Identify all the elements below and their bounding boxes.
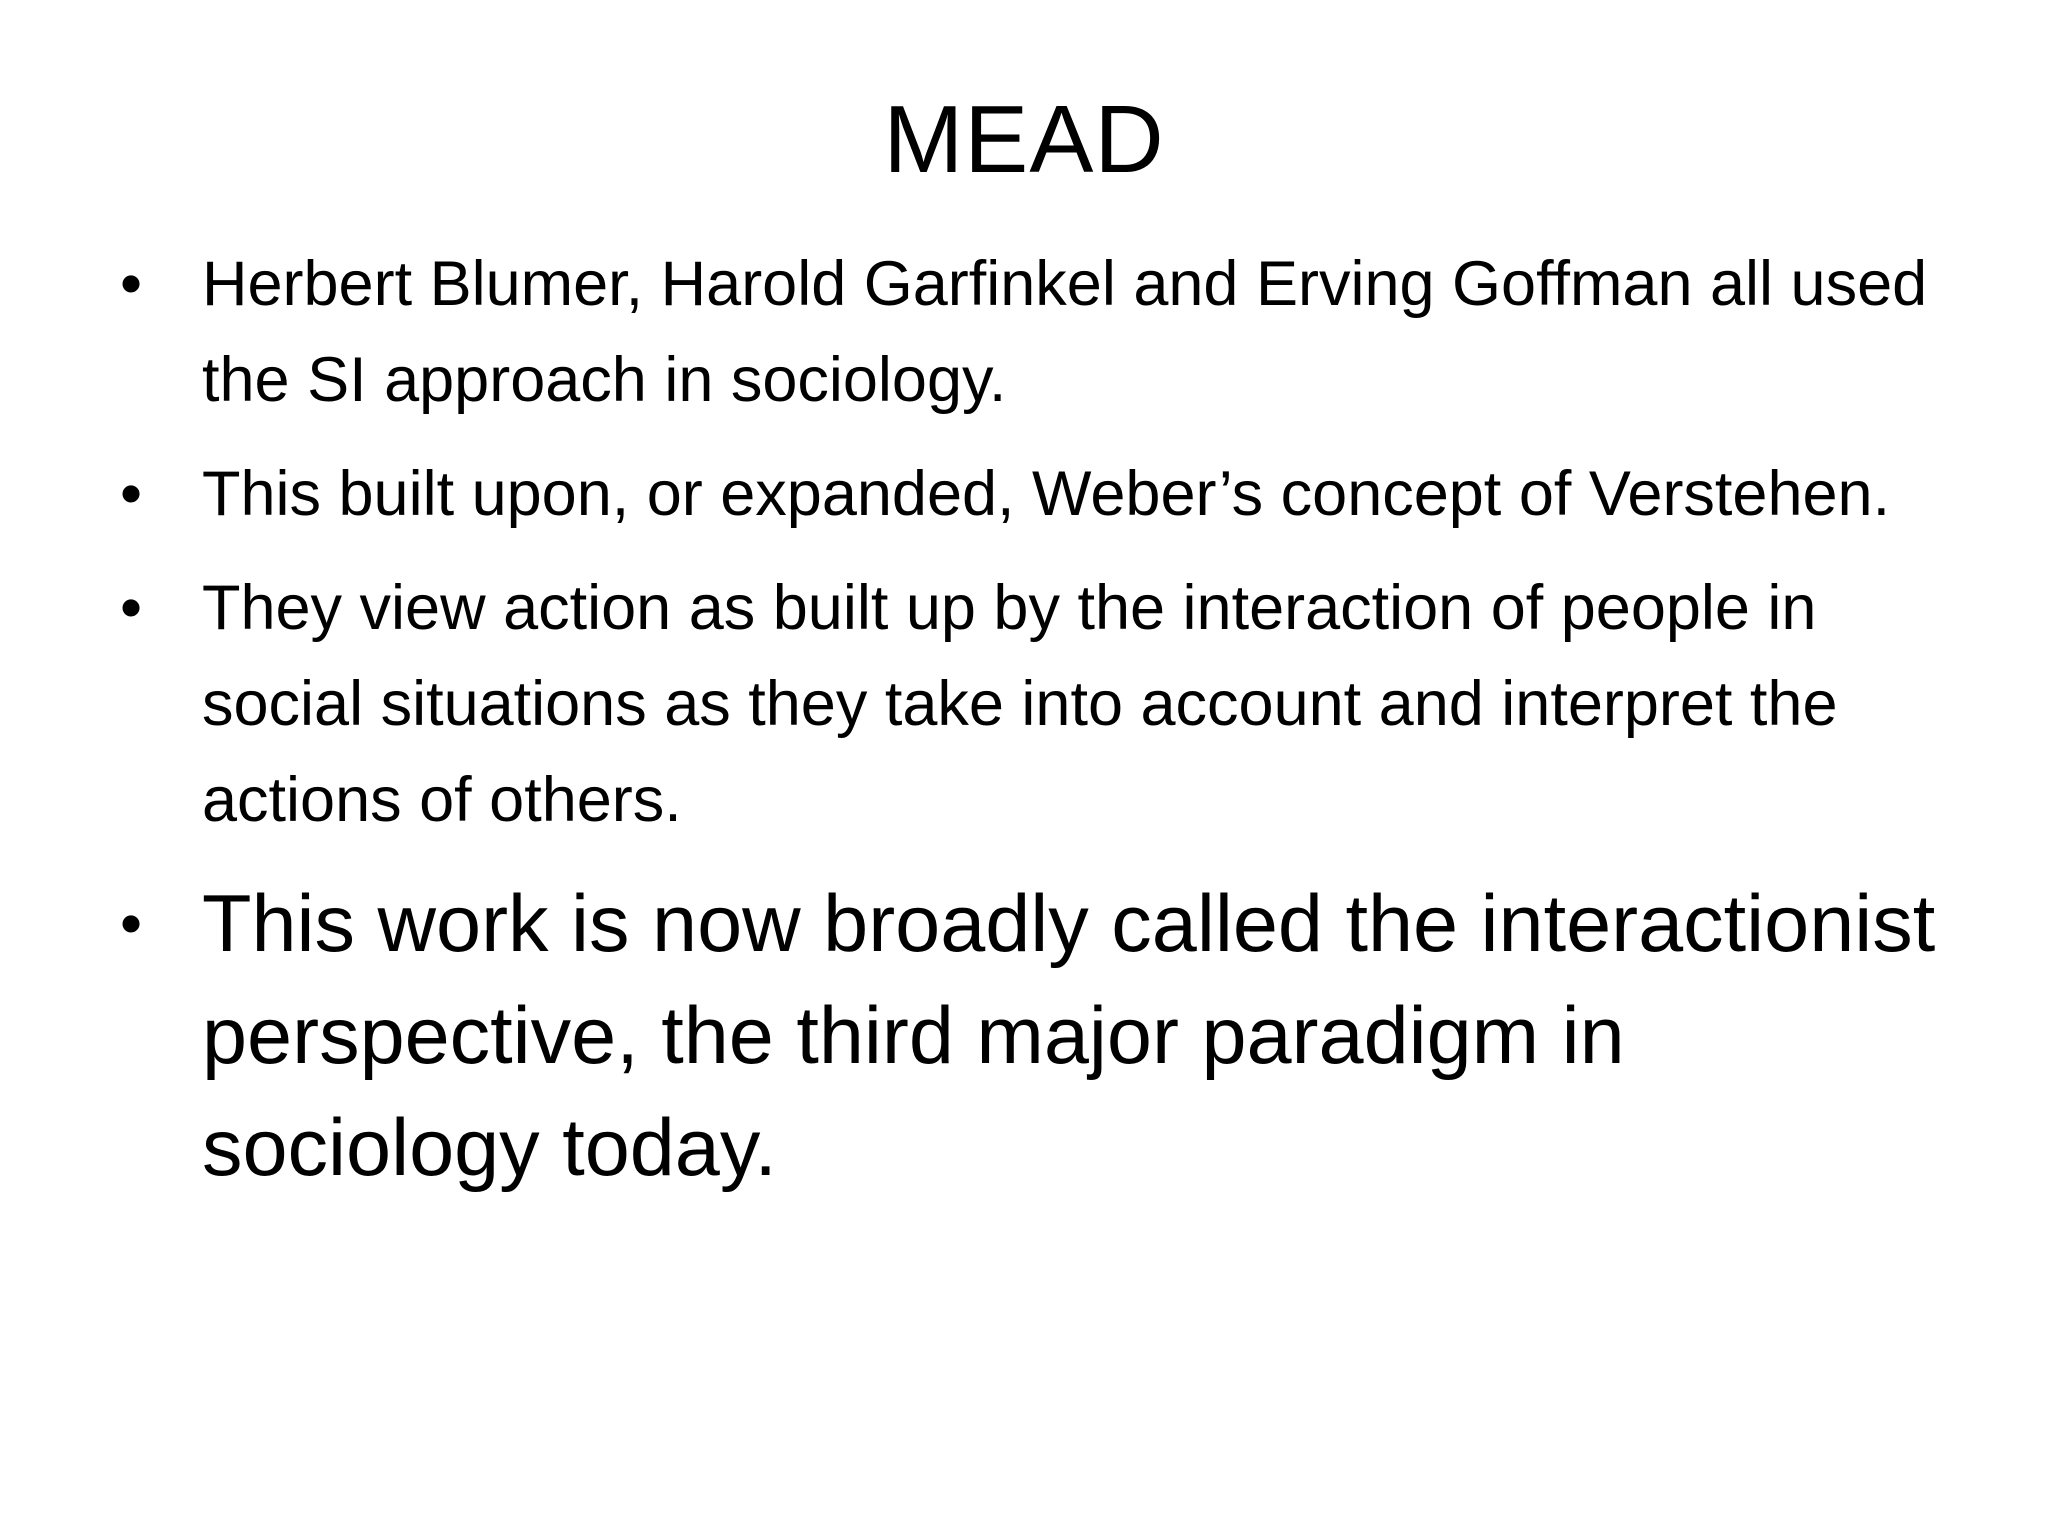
- slide-title: MEAD: [883, 86, 1165, 193]
- bullet-dot-icon: •: [120, 573, 143, 643]
- bullet-dot-icon: •: [120, 249, 143, 319]
- bullet-item-1: [120, 236, 1940, 428]
- bullet-dot-icon: •: [120, 889, 143, 959]
- bullet-item-2: [120, 446, 1940, 542]
- bullet-item-3: [120, 560, 1940, 848]
- bullet-item-4: [120, 868, 1940, 1204]
- bullet-text-3: They view action as built up by the interaction of people in social situations as they take into account and interpret the actions of others.: [202, 573, 1838, 835]
- bullet-list: [120, 236, 1940, 1222]
- bullet-dot-icon: •: [120, 459, 143, 529]
- bullet-text-4: This work is now broadly called the interactionist perspective, the third major paradigm in sociology today.: [202, 879, 1936, 1193]
- bullet-text-1: Herbert Blumer, Harold Garfinkel and Erving Goffman all used the SI approach in sociology.: [202, 249, 1928, 415]
- bullet-text-2: This built upon, or expanded, Weber’s concept of Verstehen.: [202, 459, 1891, 529]
